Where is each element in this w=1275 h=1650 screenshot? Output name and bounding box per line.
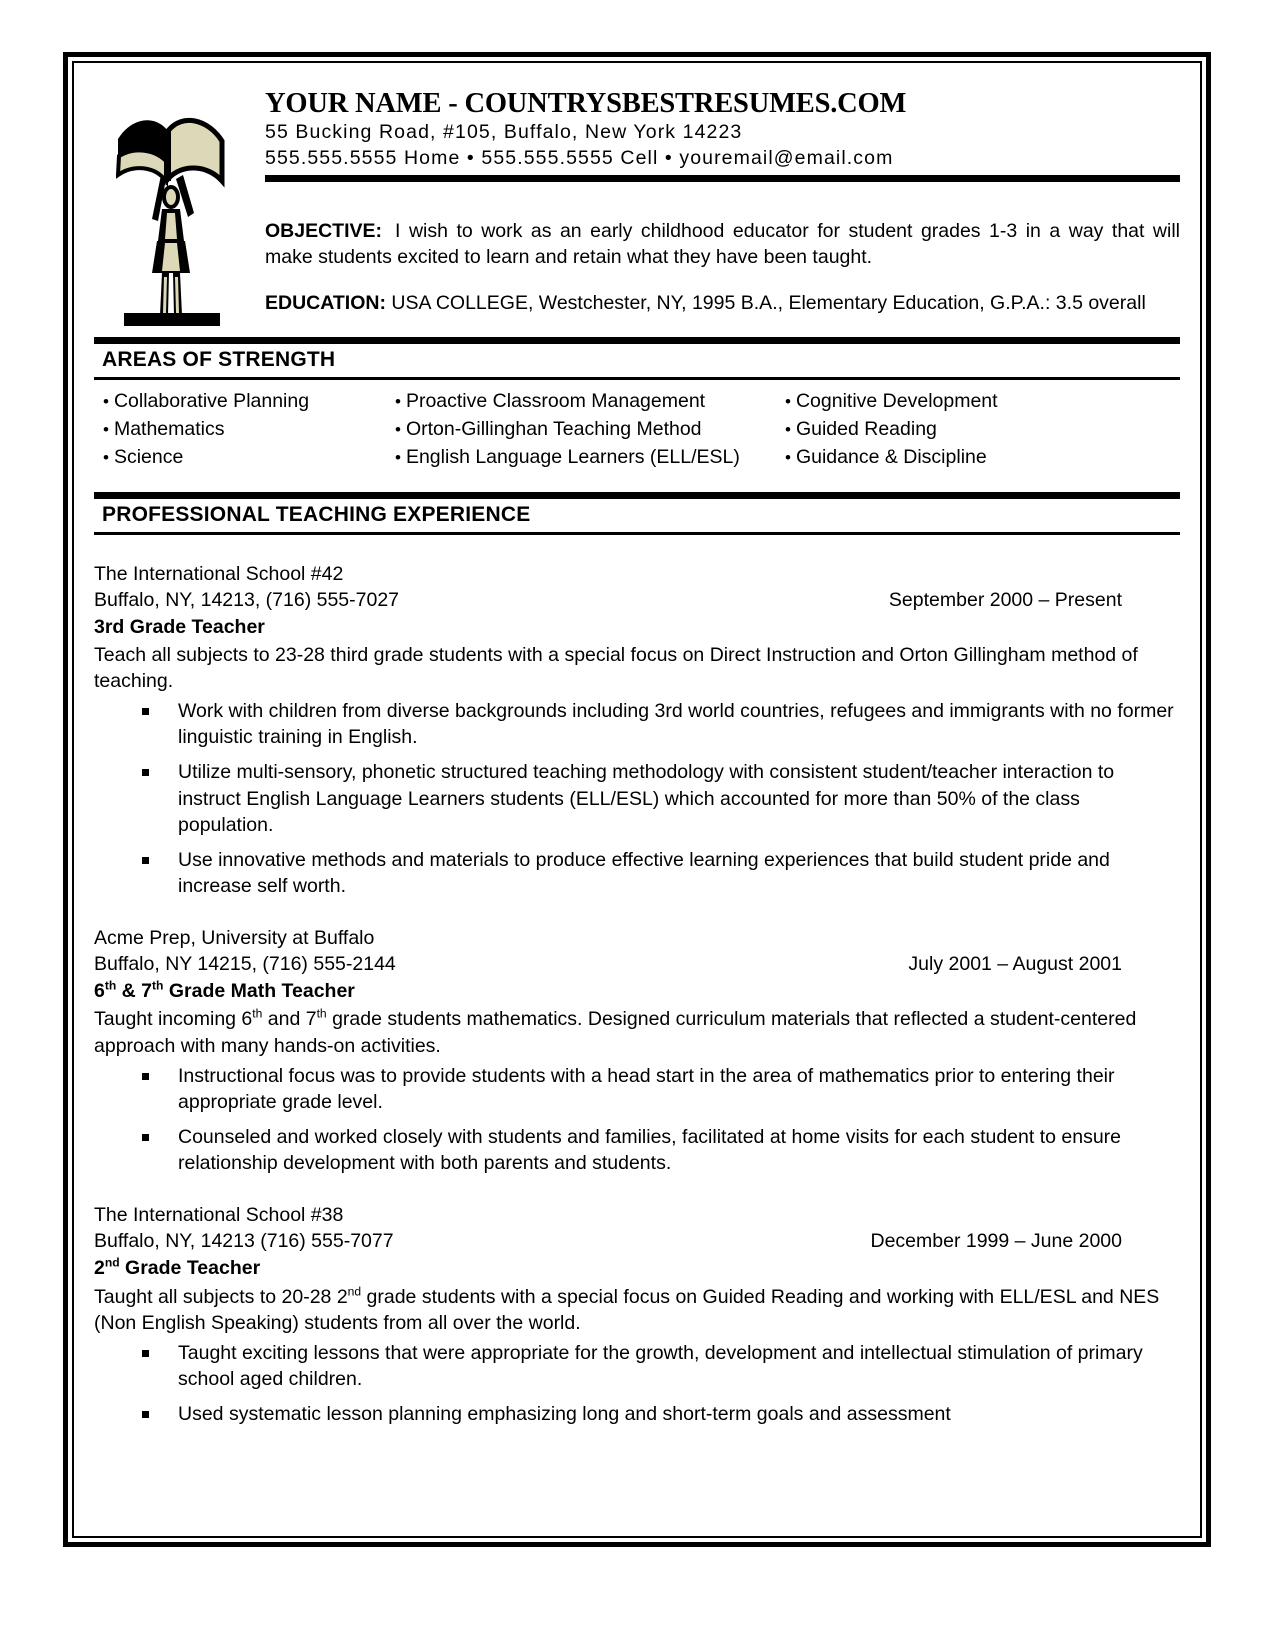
bullet-dot-icon: • — [395, 391, 401, 411]
bullet-square-icon — [142, 708, 149, 715]
employer-location: Buffalo, NY, 14213, (716) 555-7027 — [94, 588, 400, 611]
list-item — [94, 387, 386, 415]
list-item — [386, 415, 776, 443]
bullet-dot-icon: • — [785, 391, 791, 411]
job-bullet-list — [94, 698, 1180, 899]
areas-of-strength-section — [94, 337, 1180, 472]
bullet-dot-icon: • — [103, 448, 109, 468]
objective-paragraph — [265, 219, 1180, 271]
person-holding-open-book-icon — [116, 101, 226, 336]
list-item — [94, 698, 1180, 750]
job-description: Taught incoming 6th and 7th grade students mathematics. Designed curriculum materials that reflected a student-centered approach with many hands-on activities. — [94, 1006, 1137, 1057]
header-divider-rule — [265, 175, 1180, 182]
bullet-square-icon — [142, 1411, 149, 1418]
strength-label: Orton-Gillinghan Teaching Method — [405, 418, 702, 441]
employer-meta — [94, 951, 1180, 977]
experience-section — [94, 492, 1180, 1428]
resume-header — [94, 79, 1180, 197]
job-bullet-list — [94, 1063, 1180, 1177]
strength-label: English Language Learners (ELL/ESL) — [405, 446, 740, 469]
strengths-grid — [94, 380, 1180, 472]
bullet-dot-icon: • — [103, 420, 109, 440]
resume-sheet — [68, 57, 1206, 1542]
list-item — [94, 1124, 1180, 1176]
job-bullet-list — [94, 1340, 1180, 1427]
section-rule-bottom — [94, 532, 1180, 535]
strength-label: Collaborative Planning — [113, 389, 310, 412]
list-item — [94, 415, 386, 443]
strength-label: Cognitive Development — [795, 389, 998, 412]
education-paragraph — [265, 291, 1180, 317]
list-item — [94, 1401, 1180, 1427]
education-label: EDUCATION: — [265, 291, 386, 314]
employer-meta — [94, 1228, 1180, 1254]
employer-name: The International School #42 — [94, 562, 344, 585]
job-title: 6th & 7th Grade Math Teacher — [94, 978, 355, 1003]
employment-dates: December 1999 – June 2000 — [870, 1230, 1122, 1253]
bullet-square-icon — [142, 1350, 149, 1357]
page-border-outer — [63, 52, 1211, 1547]
bullet-dot-icon: • — [395, 420, 401, 440]
bullet-text: Counseled and worked closely with students and families, facilitated at home visits for each student to ensure relationship development with both parents and students. — [178, 1125, 1122, 1175]
bullet-square-icon — [142, 1134, 149, 1141]
bullet-dot-icon: • — [103, 391, 109, 411]
objective-label: OBJECTIVE: — [265, 220, 383, 242]
experience-entry — [94, 561, 1180, 900]
bullet-square-icon — [142, 857, 149, 864]
objective-text: I wish to work as an early childhood educator for student grades 1-3 in a way that will make students excited to learn and retain what they have been taught. — [265, 220, 1180, 268]
list-item — [94, 847, 1180, 899]
education-text: USA COLLEGE, Westchester, NY, 1995 B.A., Elementary Education, G.P.A.: 3.5 overall — [391, 291, 1146, 314]
job-title: 3rd Grade Teacher — [94, 615, 265, 638]
employer-meta — [94, 587, 1180, 613]
contact-line: 555.555.5555 Home • 555.555.5555 Cell • youremail@email.com — [265, 146, 894, 169]
strength-label: Proactive Classroom Management — [405, 389, 706, 412]
list-item — [94, 759, 1180, 837]
job-description: Teach all subjects to 23-28 third grade students with a special focus on Direct Instruction and Orton Gillingham method of teaching. — [94, 643, 1138, 693]
bullet-text: Used systematic lesson planning emphasizing long and short-term goals and assessment — [178, 1403, 951, 1426]
strength-label: Guidance & Discipline — [795, 446, 987, 469]
bullet-text: Taught exciting lessons that were appropriate for the growth, development and intellectual stimulation of primary school aged children. — [178, 1341, 1143, 1390]
list-item — [776, 443, 1180, 471]
experience-entry — [94, 1202, 1180, 1427]
strengths-column-1 — [94, 387, 386, 472]
list-item — [94, 1063, 1180, 1115]
employer-location: Buffalo, NY 14215, (716) 555-2144 — [94, 953, 396, 976]
strength-label: Science — [113, 446, 184, 469]
bullet-dot-icon: • — [395, 448, 401, 468]
list-item — [386, 387, 776, 415]
strength-label: Guided Reading — [795, 418, 937, 441]
intro-block — [265, 219, 1180, 317]
bullet-dot-icon: • — [785, 420, 791, 440]
employer-name: The International School #38 — [94, 1204, 344, 1227]
bullet-text: Instructional focus was to provide students with a head start in the area of mathematics prior to entering their appropriate grade level. — [178, 1064, 1115, 1113]
list-item — [94, 443, 386, 471]
bullet-text: Work with children from diverse backgrounds including 3rd world countries, refugees and immigrants with no former linguistic training in English. — [178, 700, 1174, 749]
list-item — [776, 415, 1180, 443]
job-description: Taught all subjects to 20-28 2nd grade students with a special focus on Guided Reading and working with ELL/ESL and NES (Non English Speaking) students from all over the world. — [94, 1284, 1160, 1334]
section-rule-top — [94, 337, 1180, 344]
address-line: 55 Bucking Road, #105, Buffalo, New York 14223 — [265, 120, 743, 143]
employment-dates: September 2000 – Present — [888, 588, 1122, 611]
strengths-column-3 — [776, 387, 1180, 472]
employment-dates: July 2001 – August 2001 — [908, 953, 1122, 976]
section-rule-top — [94, 492, 1180, 499]
list-item — [386, 443, 776, 471]
bullet-text: Utilize multi-sensory, phonetic structured teaching methodology with consistent student/teacher interaction to instruct English Language Learners students (ELL/ESL) which accounted for more than 50% of the class population. — [178, 761, 1115, 836]
section-title-areas-of-strength: AREAS OF STRENGTH — [102, 347, 336, 371]
list-item — [776, 387, 1180, 415]
experience-entry — [94, 925, 1180, 1176]
page-title: YOUR NAME - COUNTRYSBESTRESUMES.COM — [265, 88, 907, 119]
bullet-dot-icon: • — [785, 448, 791, 468]
list-item — [94, 1340, 1180, 1392]
section-title-experience: PROFESSIONAL TEACHING EXPERIENCE — [102, 502, 531, 526]
bullet-text: Use innovative methods and materials to produce effective learning experiences that build student pride and increase self worth. — [178, 848, 1110, 897]
bullet-square-icon — [142, 1073, 149, 1080]
header-contact-block — [265, 79, 1180, 172]
job-title: 2nd Grade Teacher — [94, 1255, 261, 1280]
employer-name: Acme Prep, University at Buffalo — [94, 927, 375, 950]
strengths-column-2 — [386, 387, 776, 472]
strength-label: Mathematics — [113, 418, 225, 441]
bullet-square-icon — [142, 769, 149, 776]
employer-location: Buffalo, NY, 14213 (716) 555-7077 — [94, 1230, 394, 1253]
